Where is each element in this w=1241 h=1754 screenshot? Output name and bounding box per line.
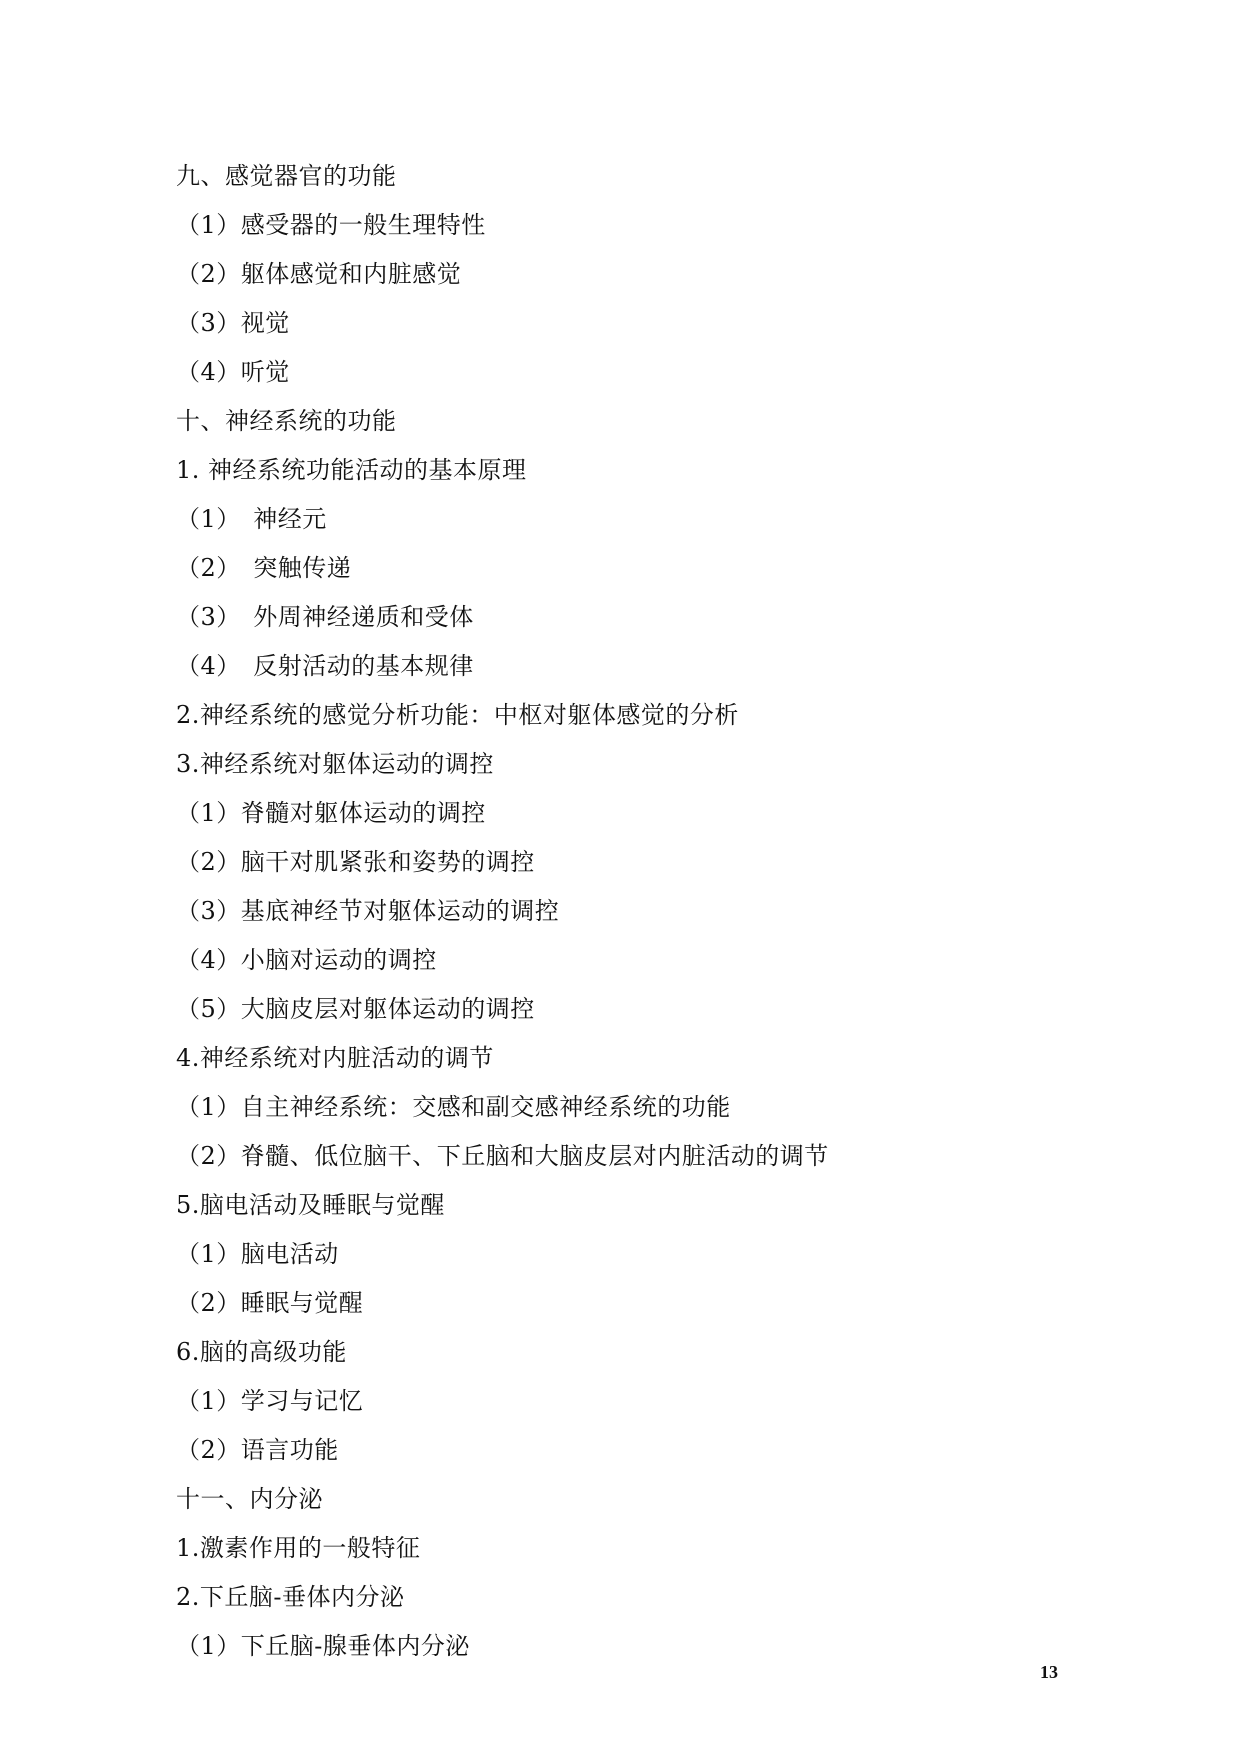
list-item: （3）视觉 xyxy=(176,309,290,337)
subsection-heading: 6.脑的高级功能 xyxy=(176,1338,347,1366)
list-item: （2）睡眠与觉醒 xyxy=(176,1289,364,1317)
list-item: （1）学习与记忆 xyxy=(176,1387,364,1415)
section-heading-11: 十一、内分泌 xyxy=(176,1485,323,1513)
list-item: （1）脊髓对躯体运动的调控 xyxy=(176,799,486,827)
list-item: （5）大脑皮层对躯体运动的调控 xyxy=(176,995,535,1023)
subsection-heading: 5.脑电活动及睡眠与觉醒 xyxy=(176,1191,445,1219)
list-item: （2）躯体感觉和内脏感觉 xyxy=(176,260,462,288)
list-item: （1）下丘脑-腺垂体内分泌 xyxy=(176,1632,470,1660)
list-item: （3） 外周神经递质和受体 xyxy=(176,603,474,631)
list-item: （1） 神经元 xyxy=(176,505,327,533)
list-item: （2）语言功能 xyxy=(176,1436,339,1464)
list-item: （2）脊髓、低位脑干、下丘脑和大脑皮层对内脏活动的调节 xyxy=(176,1142,829,1170)
list-item: （1）感受器的一般生理特性 xyxy=(176,211,486,239)
list-item: （1）脑电活动 xyxy=(176,1240,339,1268)
list-item: （3）基底神经节对躯体运动的调控 xyxy=(176,897,560,925)
document-body xyxy=(176,152,1136,1671)
subsection-heading: 2.下丘脑-垂体内分泌 xyxy=(176,1583,405,1611)
section-heading-10: 十、神经系统的功能 xyxy=(176,407,397,435)
subsection-heading: 3.神经系统对躯体运动的调控 xyxy=(176,750,494,778)
list-item: （2）脑干对肌紧张和姿势的调控 xyxy=(176,848,535,876)
page-number: 13 xyxy=(1040,1662,1058,1682)
subsection-heading: 1.激素作用的一般特征 xyxy=(176,1534,421,1562)
subsection-heading: 4.神经系统对内脏活动的调节 xyxy=(176,1044,494,1072)
list-item: （4）小脑对运动的调控 xyxy=(176,946,437,974)
list-item: （4）听觉 xyxy=(176,358,290,386)
subsection-heading: 1. 神经系统功能活动的基本原理 xyxy=(176,456,527,484)
list-item: （4） 反射活动的基本规律 xyxy=(176,652,474,680)
list-item: （2） 突触传递 xyxy=(176,554,352,582)
list-item: （1）自主神经系统：交感和副交感神经系统的功能 xyxy=(176,1093,731,1121)
subsection-heading: 2.神经系统的感觉分析功能：中枢对躯体感觉的分析 xyxy=(176,701,739,729)
section-heading-9: 九、感觉器官的功能 xyxy=(176,162,397,190)
